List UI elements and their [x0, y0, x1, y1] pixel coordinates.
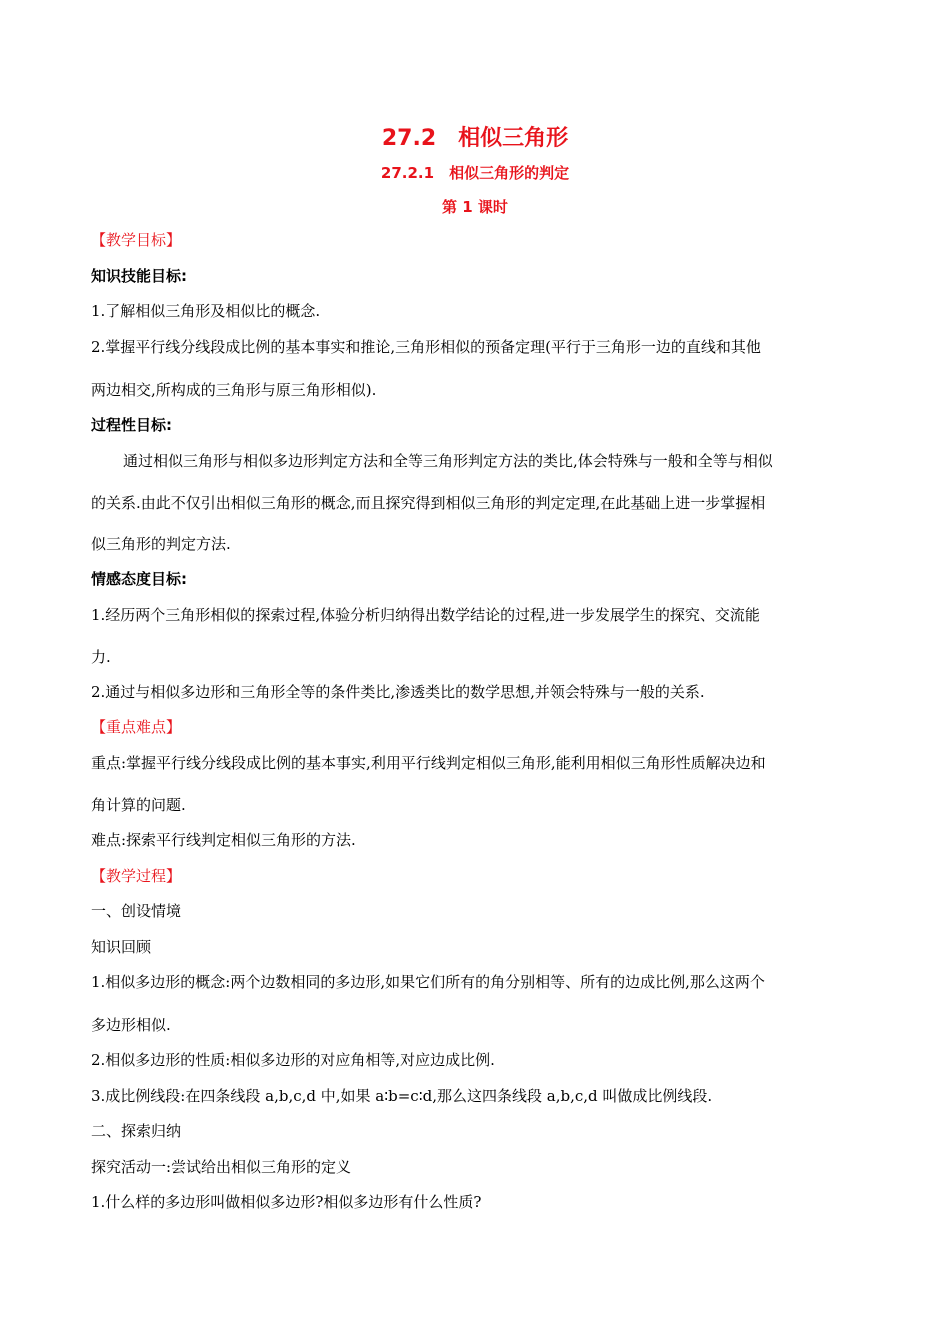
subheading-knowledge: 知识技能目标:: [91, 267, 187, 285]
text-line: 力.: [91, 648, 111, 666]
text-line: 通过相似三角形与相似多边形判定方法和全等三角形判定方法的类比,体会特殊与一般和全等与相似: [123, 452, 773, 470]
text-line: 2.掌握平行线分线段成比例的基本事实和推论,三角形相似的预备定理(平行于三角形一边的直线和其他: [91, 338, 761, 356]
text-line: 1.什么样的多边形叫做相似多边形?相似多边形有什么性质?: [91, 1193, 482, 1211]
section-heading-process: 【教学过程】: [91, 867, 182, 885]
text-line: 2.相似多边形的性质:相似多边形的对应角相等,对应边成比例.: [91, 1051, 495, 1069]
page-title: 27.2 相似三角形: [381, 126, 569, 151]
text-line: 1.了解相似三角形及相似比的概念.: [91, 302, 321, 320]
text-line: 的关系.由此不仅引出相似三角形的概念,而且探究得到相似三角形的判定定理,在此基础上进一步掌握相: [91, 494, 766, 512]
section-heading-key: 【重点难点】: [91, 718, 182, 736]
text-line: 探究活动一:尝试给出相似三角形的定义: [91, 1158, 352, 1176]
lesson-label: 第 1 课时: [442, 198, 508, 216]
section-heading-goals: 【教学目标】: [91, 231, 182, 249]
text-line: 角计算的问题.: [91, 796, 186, 814]
subheading-process: 过程性目标:: [91, 416, 172, 434]
text-line: 难点:探索平行线判定相似三角形的方法.: [91, 831, 356, 849]
text-line: 1.相似多边形的概念:两个边数相同的多边形,如果它们所有的角分别相等、所有的边成比例,那么这两个: [91, 973, 765, 991]
text-line: 3.成比例线段:在四条线段 a,b,c,d 中,如果 a∶b=c∶d,那么这四条线段 a,b,c,d 叫做成比例线段.: [91, 1087, 713, 1105]
text-line: 多边形相似.: [91, 1016, 171, 1034]
subheading-emotion: 情感态度目标:: [91, 570, 187, 588]
text-line: 2.通过与相似多边形和三角形全等的条件类比,渗透类比的数学思想,并领会特殊与一般的关系.: [91, 683, 705, 701]
text-line: 一、创设情境: [91, 902, 182, 920]
text-line: 似三角形的判定方法.: [91, 535, 231, 553]
text-line: 二、探索归纳: [91, 1122, 182, 1140]
text-line: 1.经历两个三角形相似的探索过程,体验分析归纳得出数学结论的过程,进一步发展学生的探究、交流能: [91, 606, 760, 624]
text-line: 两边相交,所构成的三角形与原三角形相似).: [91, 381, 377, 399]
page-subtitle: 27.2.1 相似三角形的判定: [380, 164, 570, 182]
text-line: 重点:掌握平行线分线段成比例的基本事实,利用平行线判定相似三角形,能利用相似三角形性质解决边和: [91, 754, 766, 772]
text-line: 知识回顾: [91, 938, 152, 956]
